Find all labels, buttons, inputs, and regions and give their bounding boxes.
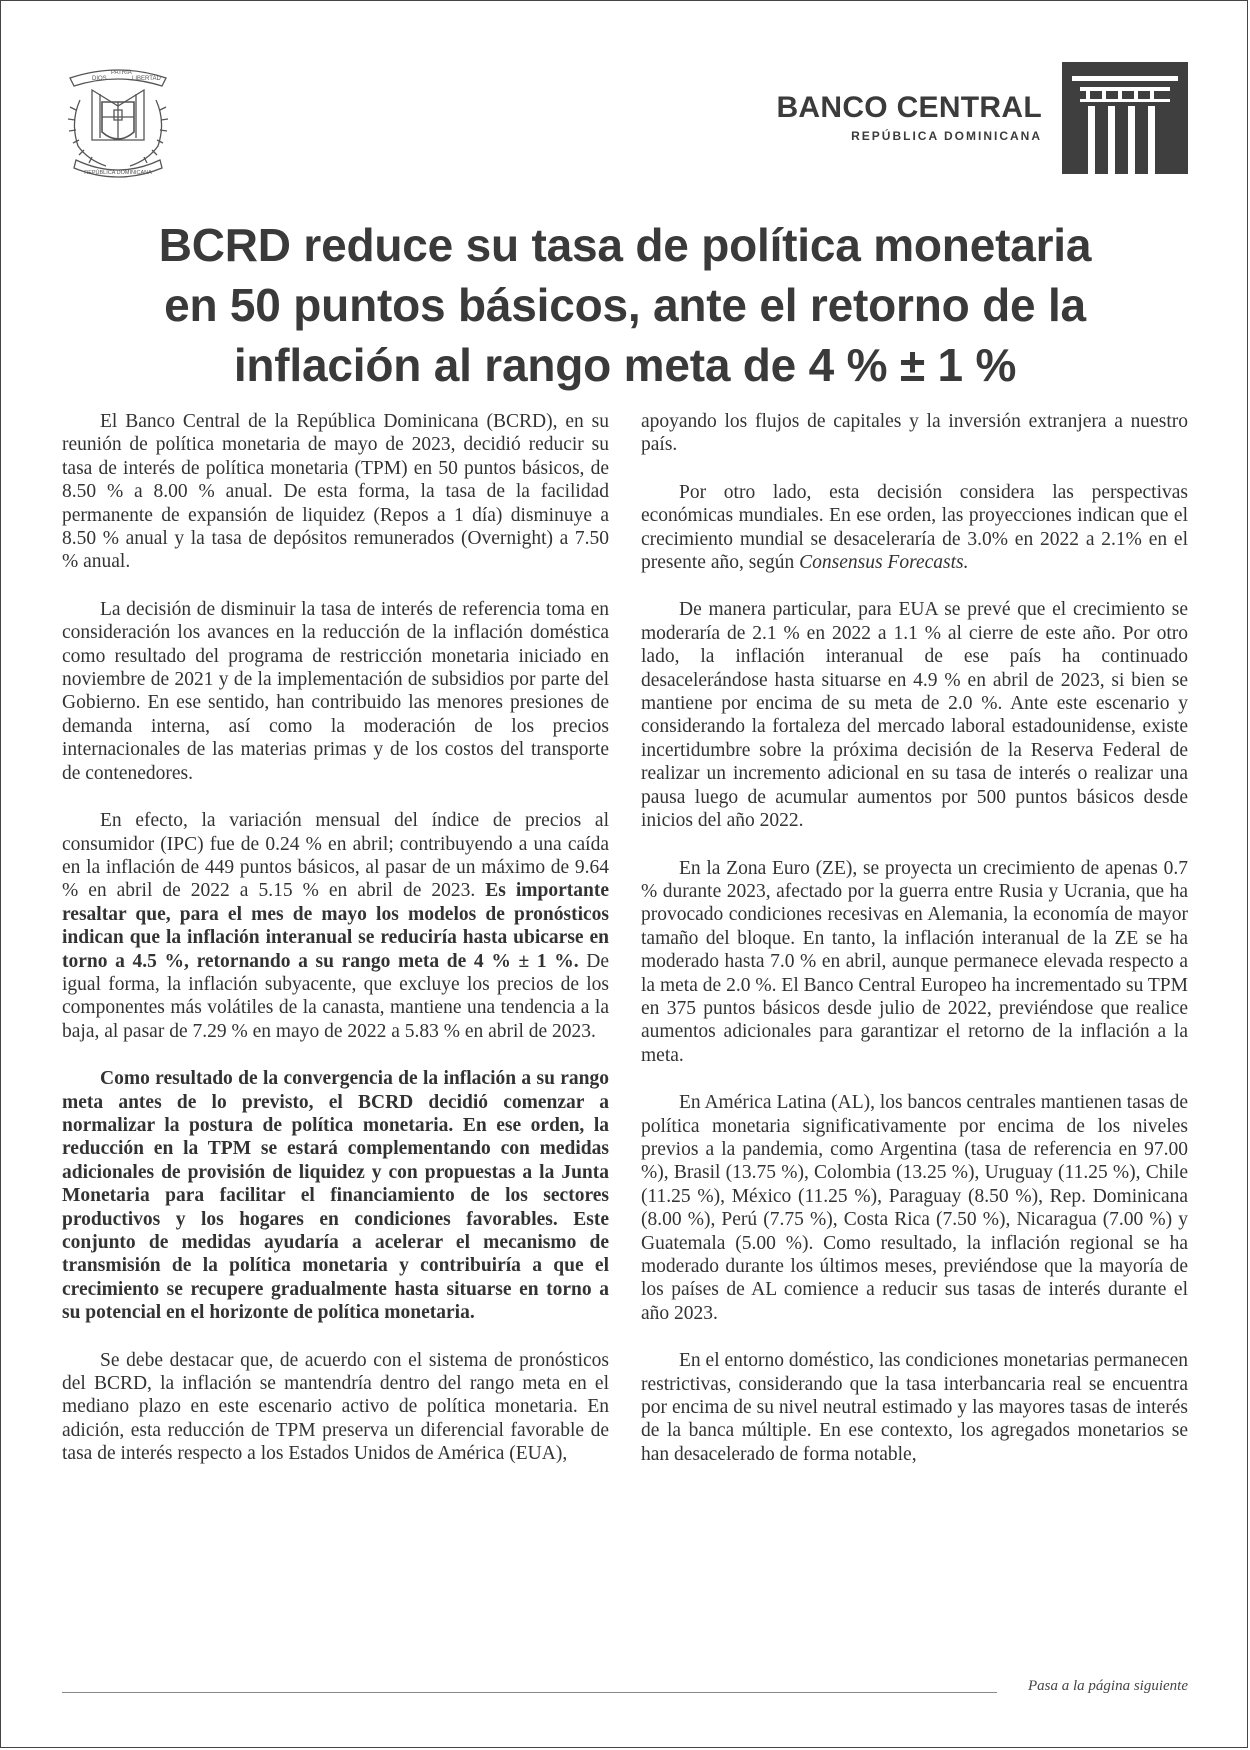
paragraph-left-2: La decisión de disminuir la tasa de interés de referencia toma en consideración los avances en la reducción de la inflación doméstica como resultado del programa de restricción monetaria iniciado en noviembre de 2021 y de la implementación de subsidios por parte del Gobierno. En ese sentido, han contribuido las menores presiones de demanda interna, así como la moderación de los precios internacionales de las materias primas y de los costos del transporte de contenedores. — [62, 598, 609, 784]
footer-divider — [62, 1692, 997, 1693]
paragraph-right-2-source: Consensus Forecasts. — [799, 552, 969, 574]
headline — [62, 215, 1188, 395]
headline-line-2: en 50 puntos básicos, ante el retorno de la — [164, 279, 1086, 331]
paragraph-left-1: El Banco Central de la República Dominicana (BCRD), en su reunión de política monetaria de mayo de 2023, decidió reducir su tasa de interés de política monetaria (TPM) en 50 puntos básicos, de 8.50 % a 8.00 % anual. De esta forma, la tasa de la facilidad permanente de expansión de liquidez (Repos a 1 día) disminuye a 8.50 % anual y la tasa de depósitos remunerados (Overnight) a 7.50 % anual. — [62, 411, 609, 573]
paragraph-right-3: De manera particular, para EUA se prevé que el crecimiento se moderaría de 2.1 % en 2022 a 1.1 % al cierre de este año. Por otro lado, la inflación interanual de ese país ha continuado desacelerándose hasta situarse en 4.9 % en abril de 2023, si bien se mantiene por encima de su meta de 2.0 %. Ante este escenario y considerando la fortaleza del mercado laboral estadounidense, existe incertidumbre sobre la próxima decisión de la Reserva Federal de realizar un incremento adicional en su tasa de interés o realizar una pausa luego de acumular aumentos por 500 puntos básicos desde inicios del año 2022. — [641, 599, 1188, 832]
seal-text-dios: DIOS — [92, 76, 107, 82]
bank-building-logo-icon — [1062, 62, 1188, 174]
brand-text — [776, 93, 1042, 143]
seal-text-republica: REPÚBLICA DOMINICANA — [84, 170, 152, 176]
brand-name: BANCO CENTRAL — [776, 91, 1042, 124]
paragraph-left-5: Se debe destacar que, de acuerdo con el sistema de pronósticos del BCRD, la inflación se mantendría dentro del rango meta en el mediano plazo en este escenario activo de política monetaria. En adición, esta reducción de TPM preserva un diferencial favorable de tasa de interés respecto a los Estados Unidos de América (EUA), — [62, 1349, 609, 1465]
paragraph-right-2 — [641, 481, 1188, 575]
paragraph-right-6: En el entorno doméstico, las condiciones monetarias permanecen restrictivas, considerando que la tasa interbancaria real se encuentra por encima de su nivel neutral estimado y las mayores tasas de interés de la banca múltiple. En ese contexto, los agregados monetarios se han desacelerado de forma notable, — [641, 1350, 1188, 1465]
paragraph-left-4: Como resultado de la convergencia de la inflación a su rango meta antes de lo previsto, el BCRD decidió comenzar a normalizar la postura de política monetaria. En ese orden, la reducción en la TPM se estará complementando con medidas adicionales de provisión de liquidez y con propuestas a la Junta Monetaria para facilitar el financiamiento de los sectores productivos y los hogares en condiciones favorables. Este conjunto de medidas ayudaría a acelerar el mecanismo de transmisión de la política monetaria y contribuiría a que el crecimiento se recupere gradualmente hasta situarse en torno a su potencial en el horizonte de política monetaria. — [62, 1068, 609, 1324]
paragraph-left-3-part-b: De igual forma, la inflación subyacente, que excluye los precios de los componentes más volátiles de la canasta, mantiene una tendencia a la baja, al pasar de 7.29 % en mayo de 2022 a 5.83 % en abril de 2023. — [62, 950, 610, 1042]
right-column — [641, 410, 1188, 1628]
paragraph-right-1: apoyando los flujos de capitales y la inversión extranjera a nuestro país. — [641, 411, 1188, 456]
paragraph-right-4: En la Zona Euro (ZE), se proyecta un crecimiento de apenas 0.7 % durante 2023, afectado por la guerra entre Rusia y Ucrania, que ha provocado condiciones recesivas en Alemania, la economía de mayor tamaño del bloque. En tanto, la inflación interanual de la ZE se ha moderado hasta 7.0 % en abril, aunque permanece elevada respecto a la meta de 2.0 %. El Banco Central Europeo ha incrementado su TPM en 375 puntos básicos desde julio de 2022, previéndose que realice aumentos adicionales para garantizar el retorno de la inflación a la meta. — [641, 857, 1188, 1066]
brand-block — [776, 62, 1188, 174]
seal-text-libertad: LIBERTAD — [132, 76, 161, 82]
paragraph-left-3-bold: Es importante resaltar que, para el mes de mayo los modelos de pronósticos indican que la inflación interanual se reduciría hasta ubicarse en torno a 4.5 %, retornando a su rango meta de 4 % ± 1 %. — [62, 880, 610, 972]
headline-line-3: inflación al rango meta de 4 % ± 1 % — [233, 339, 1017, 391]
paragraph-right-5: En América Latina (AL), los bancos centrales mantienen tasas de política monetaria significativamente por encima de los niveles previos a la pandemia, como Argentina (tasa de referencia en 97.00 %), Brasil (13.75 %), Colombia (13.25 %), Uruguay (11.25 %), Chile (11.25 %), México (11.25 %), Paraguay (8.50 %), Rep. Dominicana (8.00 %), Perú (7.75 %), Costa Rica (7.50 %), Nicaragua (7.00 %) y Guatemala (5.00 %). Como resultado, la inflación regional se ha moderado durante los últimos meses, previéndose que la mayoría de los países de AL comience a reducir sus tasas de interés durante el año 2023. — [641, 1092, 1188, 1324]
seal-text-patria: PATRIA — [111, 70, 132, 76]
headline-line-1: BCRD reduce su tasa de política monetaria — [158, 219, 1092, 271]
article-body — [62, 410, 1188, 1628]
paragraph-left-3 — [62, 809, 609, 1043]
continue-note: Pasa a la página siguiente — [1028, 1678, 1188, 1694]
paragraph-left-3-part-a: En efecto, la variación mensual del índice de precios al consumidor (IPC) fue de 0.24 % en abril; contribuyendo a una caída en la inflación de 449 puntos básicos, al pasar de un máximo de 9.64 % en abril de 2022 a 5.15 % en abril de 2023. — [62, 810, 609, 902]
left-column — [62, 410, 609, 1628]
brand-subtitle: REPÚBLICA DOMINICANA — [851, 129, 1042, 143]
dominican-coat-of-arms-icon — [62, 60, 174, 178]
paragraph-right-2-text: Por otro lado, esta decisión considera las perspectivas económicas mundiales. En ese orden, las proyecciones indican que el crecimiento mundial se desaceleraría de 3.0% en 2022 a 2.1% en el presente año, según — [641, 481, 1188, 574]
